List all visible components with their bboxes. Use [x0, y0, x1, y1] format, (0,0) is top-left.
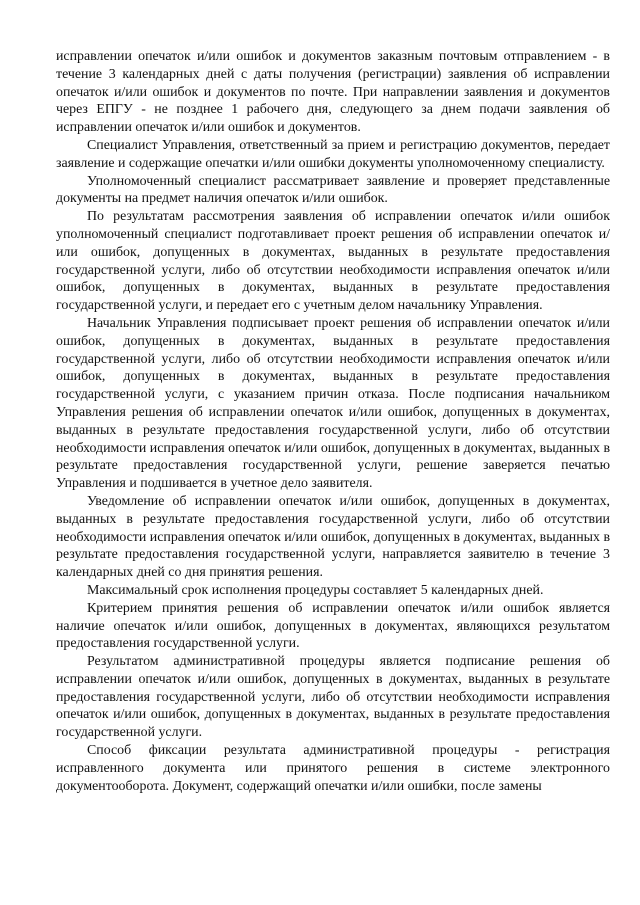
paragraph-10: Способ фиксации результата административной процедуры - регистрация исправленного документа или принятого решения в системе электронного документооборота. Документ, содержащий опечатки и/или ошибки, после замены	[56, 743, 610, 794]
paragraph-8: Критерием принятия решения об исправлении опечаток и/или ошибок является наличие опечаток и/или ошибок, допущенных в документах, являющихся результатом предоставления государственной услуги.	[56, 600, 610, 652]
paragraph-6: Уведомление об исправлении опечаток и/или ошибок, допущенных в документах, выданных в результате предоставления государственной услуги, либо об отсутствии необходимости исправления опечаток и/или ошибок, допущенных в документах, выданных в результате предоставления государственной услуги, направляется заявителю в течение 3 календарных дней со дня принятия решения.	[56, 493, 610, 581]
paragraph-3: Уполномоченный специалист рассматривает заявление и проверяет представленные документы на предмет наличия опечаток и/или ошибок.	[56, 173, 610, 207]
paragraph-5: Начальник Управления подписывает проект решения об исправлении опечаток и/или ошибок, допущенных в документах, выданных в результате предоставления государственной услуги, либо об отсутствии необходимости исправления опечаток и/или ошибок, допущенных в документах, выданных в результате предоставления государственной услуги, с указанием причин отказа. После подписания начальником Управления решения об исправлении опечаток и/или ошибок, допущенных в документах, выданных в результате предоставления государственной услуги, либо об отсутствии необходимости исправления опечаток и/или ошибок, допущенных в документах, выданных в результате предоставления государственной услуги, решение заверяется печатью Управления и подшивается в учетное дело заявителя.	[56, 315, 610, 492]
paragraph-9: Результатом административной процедуры является подписание решения об исправлении опечаток и/или ошибок, допущенных в документах, выданных в результате предоставления государственной услуги, либо об отсутствии необходимости исправления опечаток и/или ошибок, допущенных в документах, выданных в результате предоставления государственной услуги.	[56, 654, 610, 741]
paragraph-4: По результатам рассмотрения заявления об исправлении опечаток и/или ошибок уполномоченный специалист подготавливает проект решения об исправлении опечаток и/или ошибок, допущенных в документах, выданных в результате предоставления государственной услуги, либо об отсутствии необходимости исправления опечаток и/или ошибок, допущенных в документах, выданных в результате предоставления государственной услуги, и передает его с учетным делом начальнику Управления.	[56, 209, 610, 314]
paragraph-7: Максимальный срок исполнения процедуры составляет 5 календарных дней.	[87, 582, 544, 598]
document-page	[56, 48, 610, 795]
paragraph-2: Специалист Управления, ответственный за прием и регистрацию документов, передает заявление и содержащие опечатки и/или ошибки документы уполномоченному специалисту.	[56, 137, 610, 171]
paragraph-1: исправлении опечаток и/или ошибок и документов заказным почтовым отправлением - в течение 3 календарных дней с даты получения (регистрации) заявления об исправлении опечаток и/или ошибок и документов по почте. При направлении заявления и документов через ЕПГУ - не позднее 1 рабочего дня, следующего за днем подачи заявления об исправлении опечаток и/или ошибок и документов.	[56, 49, 610, 136]
